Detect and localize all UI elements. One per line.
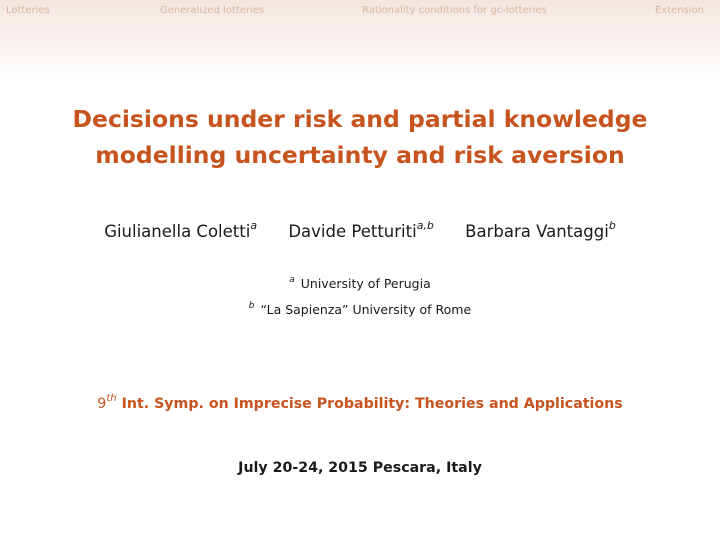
title-line-1: Decisions under risk and partial knowledge xyxy=(72,105,648,133)
conference-title: Int. Symp. on Imprecise Probability: Theories and Applications xyxy=(121,396,623,412)
author-name: Barbara Vantaggi xyxy=(465,222,609,241)
author-name: Davide Petturiti xyxy=(288,222,417,241)
nav-item-rationality-conditions[interactable]: Rationality conditions for gc-lotteries xyxy=(362,5,547,16)
nav-item-extension[interactable]: Extension xyxy=(654,5,704,16)
conference-number: 9 xyxy=(97,396,107,412)
event-date-location: July 20-24, 2015 Pescara, Italy xyxy=(238,460,482,476)
affiliation-text: University of Perugia xyxy=(300,276,431,291)
affiliation-mark: a xyxy=(289,275,295,285)
slide-title xyxy=(0,101,720,173)
title-line-2: modelling uncertainty and risk aversion xyxy=(95,141,625,169)
author xyxy=(104,219,258,241)
affiliation-text: “La Sapienza” University of Rome xyxy=(260,302,472,317)
author xyxy=(465,219,616,241)
author-affiliation-mark: a xyxy=(250,219,258,232)
nav-item-lotteries[interactable]: Lotteries xyxy=(6,5,50,16)
affiliation xyxy=(0,276,720,291)
author-affiliation-mark: b xyxy=(608,219,616,232)
conference-ordinal: th xyxy=(106,393,117,404)
navigation-bar xyxy=(0,0,720,80)
nav-item-generalized-lotteries[interactable]: Generalized lotteries xyxy=(160,5,265,16)
affiliation xyxy=(0,302,720,317)
author xyxy=(288,219,434,241)
conference-name xyxy=(0,393,720,412)
author-affiliation-mark: a,b xyxy=(416,219,434,232)
author-list xyxy=(0,219,720,241)
affiliation-mark: b xyxy=(248,301,255,311)
author-name: Giulianella Coletti xyxy=(104,222,251,241)
